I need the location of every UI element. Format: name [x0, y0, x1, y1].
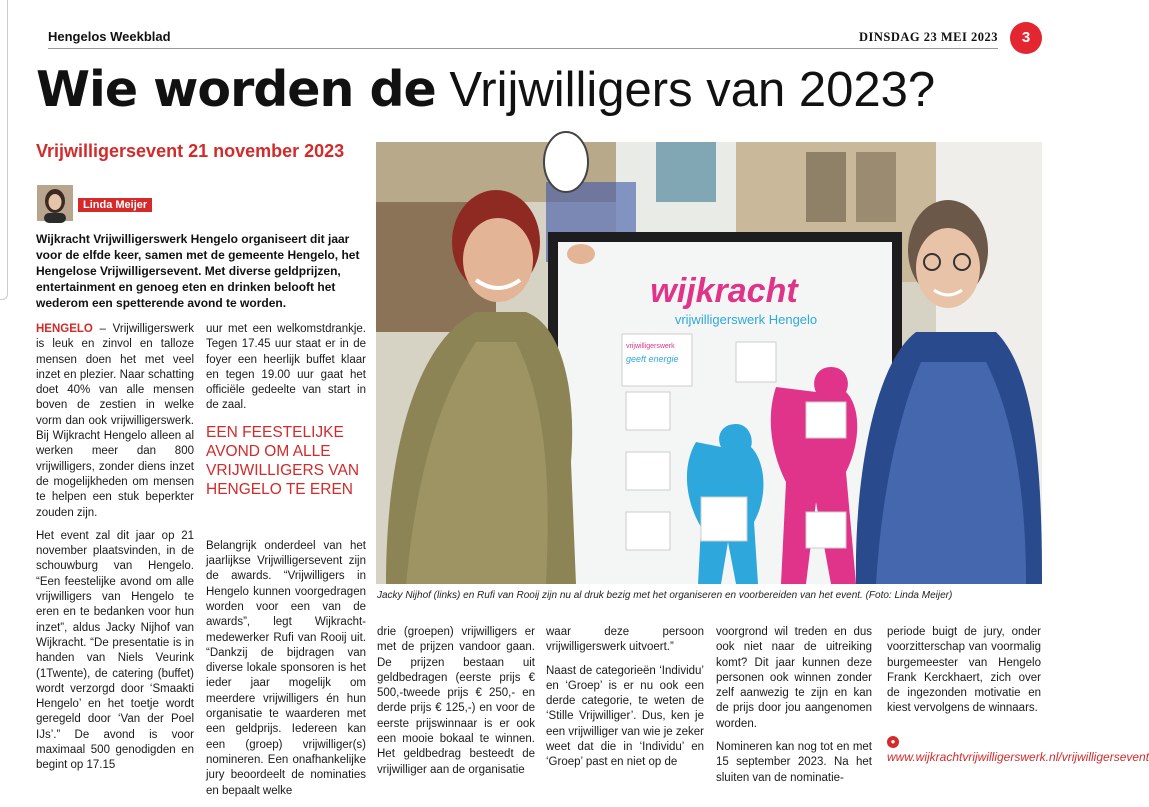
- paragraph: Naast de categorieën ‘Individu’ en ‘Groep’ is er nu ook een derde categorie, te weten de ‘Stille Vrijwilliger’. Dus, ken je een vrijwilliger van wie je zeker weet dat die in ‘Individu’ en ‘Groep’ past en niet op de: [546, 664, 704, 769]
- headline-light: Vrijwilligers van 2023?: [449, 63, 936, 117]
- publication-date: DINSDAG 23 MEI 2023: [858, 30, 998, 44]
- text-column-3: [377, 625, 535, 786]
- paragraph: Nomineren kan nog tot en met 15 september 2023. Na het sluiten van de nominatie-: [716, 741, 872, 784]
- paragraph: voorgrond wil treden en dus ook niet naar de uitreiking komt? Dit jaar kunnen deze personen ook winnen zonder zelf aanwezig te zijn en kan de prijs door jou aangenomen worden.: [716, 626, 872, 730]
- paragraph-text: – Vrijwilligerswerk is leuk en zinvol en talloze mensen doen het met veel inzet en plezier. Naar schatting doet 40% van alle mensen boven de zestien in welke vorm dan ook vrijwilligerswerk. Bij Wijkracht Hengelo alleen al werken meer dan 800 vrijwilligers, zonder diens inzet de mogelijkheden om mensen te helpen een stuk beperkter zouden zijn.: [36, 323, 194, 519]
- text-column-1: [36, 322, 194, 782]
- text-column-5: [716, 625, 872, 794]
- paragraph: uur met een welkomstdrankje. Tegen 17.45 uur staat er in de foyer een heerlijk buffet klaar en tegen 19.00 uur gaat het officiële gedeelte van start in de zaal.: [206, 323, 366, 412]
- paragraph: Het event zal dit jaar op 21 november plaatsvinden, in de schouwburg van Hengelo. “Een feestelijke avond om alle vrijwilligers van Hengelo te eren en te bedanken voor hun inzet”, aldus Jacky Nijhof van Wijkracht. “De presentatie is in handen van Niels Veurink (1Twente), de catering (buffet) wordt verzorgd door ‘Smaakti Hengelo’ en het toetje wordt geregeld door ‘Van der Poel IJs’.” De avond is voor maximaal 500 genodigden en begint op 17.15: [36, 529, 194, 772]
- paragraph: drie (groepen) vrijwilligers er met de prijzen vandoor gaan. De prijzen bestaan uit geldbedragen (eerste prijs € 500,-tweede prijs € 250,- en derde prijs € 125,-) en voor de eerste prijswinnaar is er ook een mooie bokaal te winnen. Het geldbedrag besteedt de vrijwilliger aan de organisatie: [377, 626, 535, 776]
- dateline-place: HENGELO: [36, 323, 93, 335]
- card-line-1: vrijwilligerswerk: [626, 343, 675, 350]
- paragraph: [36, 322, 194, 521]
- newspaper-name: Hengelos Weekblad: [48, 29, 171, 44]
- author-byline: Linda Meijer: [78, 198, 152, 212]
- website-link[interactable]: [887, 733, 1149, 765]
- headline-bold: Wie worden de: [36, 61, 436, 118]
- headline: [36, 60, 935, 120]
- article-photo: [376, 142, 1042, 584]
- page-edge-marker: [0, 0, 8, 300]
- pull-quote: EEN FEESTELIJKE AVOND OM ALLE VRIJWILLIGERS VAN HENGELO TE EREN: [206, 424, 360, 498]
- paragraph: waar deze persoon vrijwilligerswerk uitvoert.”: [546, 626, 704, 654]
- text-column-2: [206, 322, 366, 807]
- paragraph: Belangrijk onderdeel van het jaarlijkse Vrijwilligersevent zijn de awards. “Vrijwilligers in Hengelo kunnen voorgedragen worden voor een van de awards”, legt Wijkracht-medewerker Rufi van Rooij uit. “Dankzij de bijdragen van diverse lokale sponsoren is het ieder jaar mogelijk om meerdere vrijwilligers én hun organisatie te waarderen met een geldprijs. Iedereen kan een (groep) vrijwilliger(s) nomineren. Een onafhankelijke jury beoordeelt de nominaties en bepaalt welke: [206, 539, 366, 797]
- card-line-2: geeft energie: [626, 354, 679, 364]
- paragraph: periode buigt de jury, onder voorzitterschap van voormalig burgemeester van Hengelo Frank Kerckhaert, zich over de ingezonden motivatie en kiest vervolgens de winnaars.: [887, 626, 1041, 715]
- board-brand: wijkracht: [650, 272, 798, 310]
- text-column-4: [546, 625, 704, 779]
- page-number-badge: 3: [1010, 22, 1042, 54]
- photo-caption: Jacky Nijhof (links) en Rufi van Rooij zijn nu al druk bezig met het organiseren en voorbereiden van het event. (Foto: Linda Meijer): [377, 590, 953, 601]
- website-url: www.wijkrachtvrijwilligerswerk.nl/vrijwilligersevent: [887, 750, 1149, 764]
- text-column-6: [887, 625, 1041, 725]
- kicker: Vrijwilligersevent 21 november 2023: [36, 141, 345, 161]
- globe-icon: ●: [887, 736, 899, 748]
- author-avatar: [37, 185, 73, 221]
- masthead: [48, 27, 998, 49]
- board-subtitle: vrijwilligerswerk Hengelo: [674, 312, 818, 327]
- article-intro: Wijkracht Vrijwilligerswerk Hengelo organiseert dit jaar voor de elfde keer, samen met de gemeente Hengelo, het Hengelose Vrijwilligersevent. Met diverse geldprijzen, entertainment en genoeg eten en drinken belooft het wederom een spetterende avond te worden.: [36, 232, 360, 310]
